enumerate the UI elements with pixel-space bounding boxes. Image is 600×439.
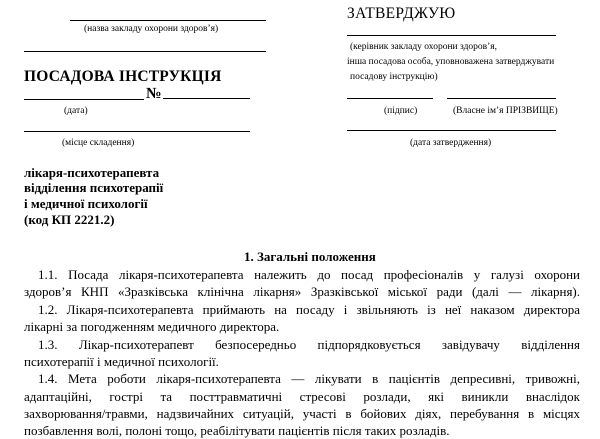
paragraph-1-3-line-2: психотерапії і медичної психології. <box>24 354 219 369</box>
document-number-line <box>163 98 250 99</box>
paragraph-1-1-line-1: 1.1. Посада лікаря-психотерапевта належить до посад професіоналів у галузі охорони <box>38 267 580 282</box>
approve-label: ЗАТВЕРДЖУЮ <box>347 5 456 22</box>
paragraph-1-2-line-1: 1.2. Лікаря-психотерапевта приймають на посаду і звільняють із неї наказом директора <box>38 302 580 317</box>
position-line-1: лікаря-психотерапевта <box>24 165 160 180</box>
name-line <box>447 98 556 99</box>
approval-date-caption: (дата затвердження) <box>410 138 492 148</box>
paragraph-1-4-line-3: захворювання/травми, надзвичайних ситуацій, участі в бойових діях, перебування в місцях <box>24 406 580 421</box>
position-line-3: і медичної психології <box>24 196 148 211</box>
document-number-sign: № <box>146 85 162 102</box>
date-caption: (дата) <box>64 106 88 116</box>
head-caption-1: (керівник закладу охорони здоров’я, <box>350 42 498 52</box>
signature-line <box>347 98 433 99</box>
approval-date-line <box>347 130 556 131</box>
document-title: ПОСАДОВА ІНСТРУКЦІЯ <box>24 68 222 85</box>
paragraph-1-4-line-2: адаптаційні, гострі та посттравматичні стресові розлади, які виникли внаслідок <box>24 389 580 404</box>
name-caption: (Власне ім’я ПРІЗВИЩЕ) <box>453 106 558 116</box>
head-caption-2: інша посадова особа, уповноважена затверджувати <box>347 57 555 67</box>
paragraph-1-2-line-2: лікарні за погодженням медичного директора. <box>24 319 280 334</box>
paragraph-1-4-line-4: позбавлення волі, полоні тощо, реабілітувати пацієнтів після таких розладів. <box>24 423 450 438</box>
institution-name-line-2 <box>24 51 266 52</box>
head-caption-3: посадову інструкцію) <box>350 72 438 82</box>
place-caption: (місце складення) <box>62 138 135 148</box>
signature-caption: (підпис) <box>384 106 418 116</box>
date-line <box>24 99 144 100</box>
institution-name-line <box>70 20 266 21</box>
position-line-2: відділення психотерапії <box>24 180 164 195</box>
institution-name-caption: (назва закладу охорони здоров’я) <box>84 24 219 34</box>
section-heading: 1. Загальні положення <box>244 249 376 264</box>
paragraph-1-3-line-1: 1.3. Лікар-психотерапевт безпосередньо підпорядковується завідувачу відділення <box>38 337 580 352</box>
position-code: (код КП 2221.2) <box>24 212 115 227</box>
head-line <box>347 35 556 36</box>
paragraph-1-1-line-2: здоров’я КНП «Зразківська клінічна лікарня» Зразківської міської ради (далі — лікарня). <box>24 284 580 299</box>
paragraph-1-4-line-1: 1.4. Мета роботи лікаря-психотерапевта — лікувати в пацієнтів депресивні, тривожні, <box>38 371 580 386</box>
place-line <box>24 131 250 132</box>
